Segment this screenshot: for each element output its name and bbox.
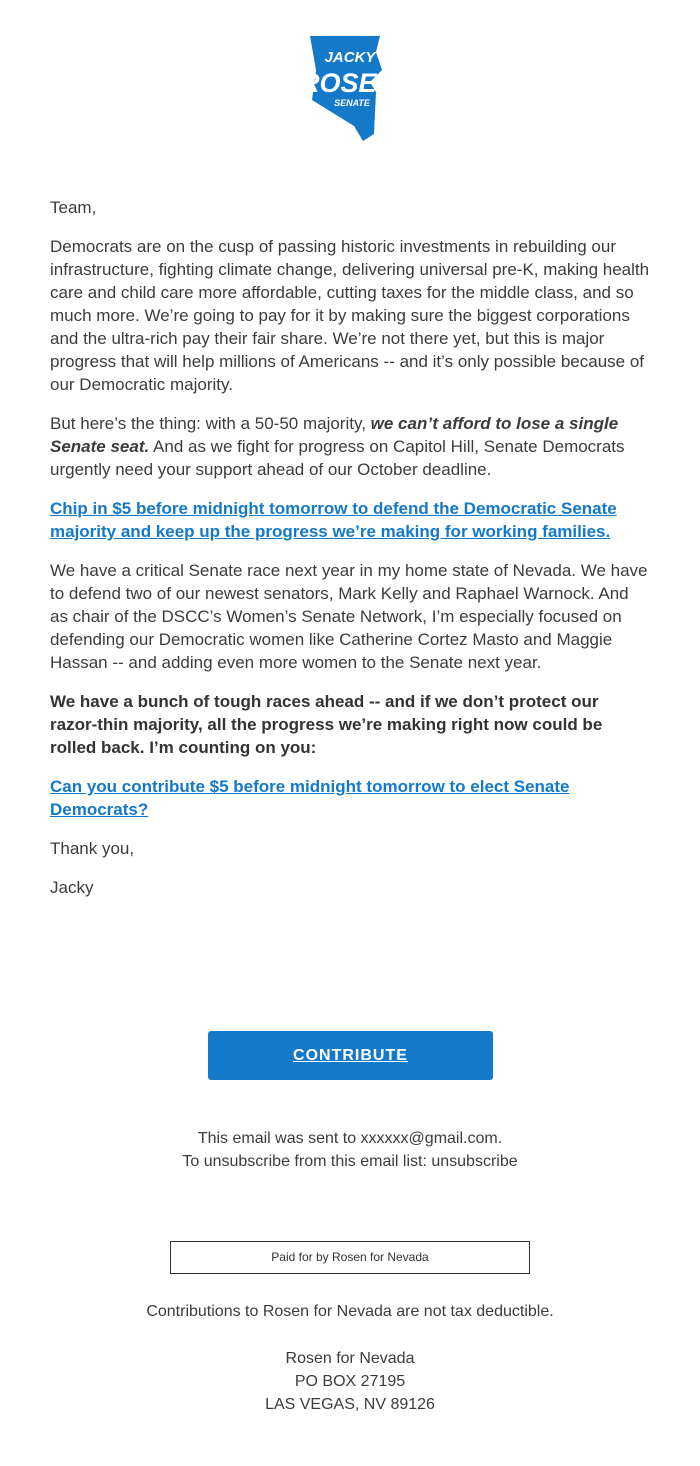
link-paragraph-1 [50,497,650,543]
sent-to-text: This email was sent to xxxxxx@gmail.com. [197,1130,503,1147]
org-name: Rosen for Nevada [285,1350,415,1367]
mailing-address [0,1347,700,1416]
donate-link-1[interactable]: Chip in $5 before midnight tomorrow to defend the Democratic Senate majority and keep up the progress we’re making for working families. [50,499,617,541]
unsubscribe-prefix: To unsubscribe from this email list: [182,1153,432,1170]
cta-container [208,1031,493,1080]
paragraph-2 [50,412,650,481]
greeting: Team, [50,198,97,217]
nevada-logo-icon [300,30,400,145]
signature: Jacky [50,878,94,897]
unsubscribe-link[interactable]: unsubscribe [431,1153,518,1170]
tax-note: Contributions to Rosen for Nevada are not tax deductible. [146,1303,554,1320]
paragraph-2-end: And as we fight for progress on Capitol Hill, Senate Democrats urgently need your support ahead of our October deadline. [50,437,625,479]
footer-notice [0,1127,700,1173]
paragraph-2-emphasis: we can’t afford to lose a single Senate seat. [50,414,619,456]
email-body [50,196,650,915]
contribute-button[interactable]: CONTRIBUTE [208,1031,493,1080]
paid-for-disclaimer: Paid for by Rosen for Nevada [170,1241,530,1274]
po-box: PO BOX 27195 [294,1373,406,1390]
paragraph-1: Democrats are on the cusp of passing historic investments in rebuilding our infrastructure, fighting climate change, delivering universal pre-K, making health care and child care more affordable, cutting taxes for the middle class, and so much more. We’re going to pay for it by making sure the biggest corporations and the ultra-rich pay their fair share. We’re not there yet, but this is major progress that will help millions of Americans -- and it’s only possible because of our Democratic majority. [50,237,650,394]
paragraph-4: We have a bunch of tough races ahead -- and if we don’t protect our razor-thin majority, all the progress we’re making right now could be rolled back. I’m counting on you: [50,692,603,757]
link-paragraph-2 [50,775,650,821]
city-state-zip: LAS VEGAS, NV 89126 [265,1396,435,1413]
closing: Thank you, [50,839,135,858]
logo-line-2: ROSEN [300,68,397,98]
logo-line-1: JACKY [324,49,376,66]
paragraph-2-start: But here’s the thing: with a 50-50 majority, [50,414,371,433]
unsubscribe-line [0,1150,700,1173]
campaign-logo [300,30,400,145]
logo-line-3: SENATE [334,98,370,108]
paragraph-3: We have a critical Senate race next year in my home state of Nevada. We have to defend two of our newest senators, Mark Kelly and Raphael Warnock. And as chair of the DSCC’s Women’s Senate Network, I’m especially focused on defending our Democratic women like Catherine Cortez Masto and Maggie Hassan -- and adding even more women to the Senate next year. [50,561,648,672]
donate-link-2[interactable]: Can you contribute $5 before midnight tomorrow to elect Senate Democrats? [50,777,570,819]
